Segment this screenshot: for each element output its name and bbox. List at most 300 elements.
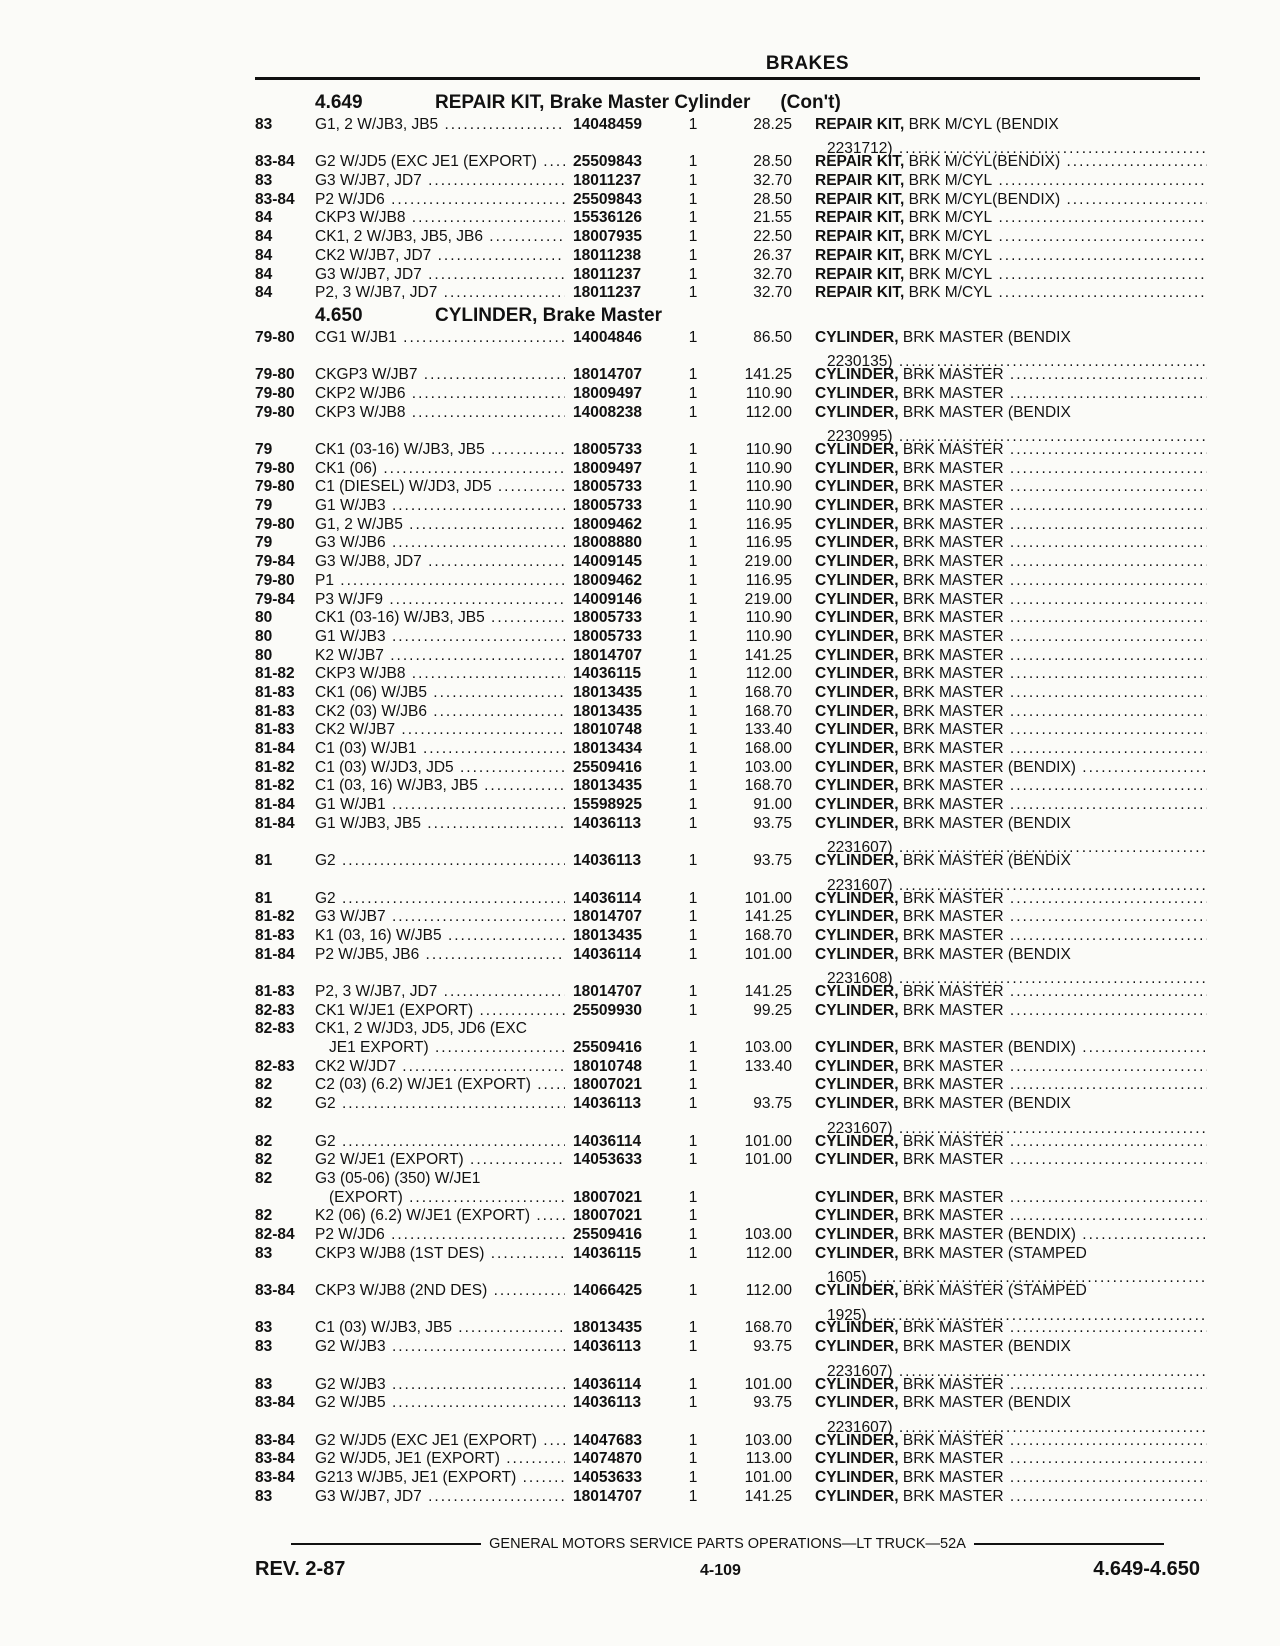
application-desc: P2 W/JD6 ..... [315, 1226, 565, 1250]
part-name: CYLINDER, BRK MASTER (BENDIX) ..... [815, 759, 1207, 783]
quantity: 1 [688, 1095, 698, 1113]
price: 103.00 [744, 1226, 792, 1244]
application-desc: CK1 W/JE1 (EXPORT) ..... [315, 1002, 565, 1026]
part-name: CYLINDER, BRK MASTER ..... [815, 497, 1207, 521]
quantity: 1 [688, 328, 698, 346]
part-row [255, 553, 1200, 572]
model-years: 83-84 [255, 1282, 295, 1300]
part-name: CYLINDER, BRK MASTER ..... [815, 684, 1207, 708]
part-row [255, 665, 1200, 684]
part-row [255, 1058, 1200, 1077]
model-years: 81-82 [255, 758, 295, 776]
part-name: REPAIR KIT, BRK M/CYL ..... [815, 209, 1207, 233]
application-desc: CK1 (03-16) W/JB3, JB5 ..... [315, 441, 565, 465]
price: 32.70 [753, 284, 792, 302]
application-desc: G1 W/JB3, JB5 ..... [315, 815, 565, 839]
part-number: 18007021 [573, 1188, 642, 1206]
part-row [255, 890, 1200, 909]
footer-rule-left [291, 1543, 481, 1545]
part-row [255, 1376, 1200, 1395]
part-row [255, 284, 1200, 303]
quantity: 1 [688, 590, 698, 608]
application-desc: G3 W/JB7, JD7 ..... [315, 172, 565, 196]
quantity: 1 [688, 852, 698, 870]
price: 93.75 [753, 852, 792, 870]
part-name: REPAIR KIT, BRK M/CYL ..... [815, 228, 1207, 252]
quantity: 1 [688, 441, 698, 459]
part-row [255, 441, 1200, 460]
part-row [255, 497, 1200, 516]
application-desc: G2 ..... [315, 890, 565, 914]
application-desc: G1 W/JB1 ..... [315, 796, 565, 820]
quantity: 1 [688, 926, 698, 944]
quantity: 1 [688, 366, 698, 384]
part-number: 18007021 [573, 1076, 642, 1094]
model-years: 79-80 [255, 515, 295, 533]
part-name: CYLINDER, BRK MASTER ..... [815, 460, 1207, 484]
part-name: REPAIR KIT, BRK M/CYL ..... [815, 247, 1207, 271]
part-name: CYLINDER, BRK MASTER ..... [815, 534, 1207, 558]
application-desc: G2 W/JD5, JE1 (EXPORT) ..... [315, 1450, 565, 1474]
application-desc: G2 W/JD5 (EXC JE1 (EXPORT) ..... [315, 153, 565, 177]
part-name: CYLINDER, BRK MASTER ..... [815, 908, 1207, 932]
part-name: CYLINDER, BRK MASTER (BENDIX 2230135) ..... [815, 329, 1207, 378]
part-name: CYLINDER, BRK MASTER ..... [815, 703, 1207, 727]
parts-groups [255, 90, 1200, 1506]
quantity: 1 [688, 284, 698, 302]
part-number: 18013435 [573, 683, 642, 701]
price: 168.70 [744, 926, 792, 944]
model-years: 82 [255, 1076, 273, 1094]
model-years: 81-83 [255, 702, 295, 720]
application-desc: CKP3 W/JB8 ..... [315, 209, 565, 233]
application-desc: P3 W/JF9 ..... [315, 591, 565, 615]
price: 93.75 [753, 1338, 792, 1356]
model-years: 81-83 [255, 721, 295, 739]
model-years: 81-83 [255, 683, 295, 701]
price: 116.95 [745, 534, 792, 552]
price: 103.00 [744, 1431, 792, 1449]
model-years: 82 [255, 1169, 273, 1187]
model-years: 79-80 [255, 384, 295, 402]
model-years: 82-83 [255, 1020, 295, 1038]
part-number: 14036114 [573, 1132, 642, 1150]
application-desc: CKP3 W/JB8 (2ND DES) ..... [315, 1282, 565, 1306]
part-number: 25509416 [573, 1226, 642, 1244]
model-years: 79 [255, 441, 273, 459]
price: 93.75 [753, 814, 792, 832]
application-desc: G3 W/JB7, JD7 ..... [315, 1488, 565, 1512]
part-row [255, 1338, 1200, 1380]
part-row [255, 172, 1200, 191]
application-desc: G2 W/JB3 ..... [315, 1376, 565, 1400]
part-name: CYLINDER, BRK MASTER (STAMPED 1605) ..... [815, 1245, 1207, 1294]
part-name: CYLINDER, BRK MASTER ..... [815, 609, 1207, 633]
part-row [255, 1244, 1200, 1287]
part-number: 18005733 [573, 441, 642, 459]
price: 168.70 [744, 777, 792, 795]
price: 168.70 [744, 702, 792, 720]
part-number: 18005733 [573, 497, 642, 515]
price: 168.70 [744, 683, 792, 701]
application-desc: G2 W/JB5 ..... [315, 1394, 565, 1418]
application-desc: CG1 W/JB1 ..... [315, 329, 565, 353]
application-desc: CK1, 2 W/JB3, JB5, JB6 ..... [315, 228, 565, 252]
price: 28.50 [753, 153, 792, 171]
model-years: 82 [255, 1095, 273, 1113]
quantity: 1 [688, 945, 698, 963]
price: 101.00 [744, 945, 792, 963]
application-desc: C2 (03) (6.2) W/JE1 (EXPORT) ..... [315, 1076, 565, 1100]
part-name: REPAIR KIT, BRK M/CYL ..... [815, 284, 1207, 308]
price: 110.90 [745, 459, 792, 477]
part-row [255, 1282, 1200, 1324]
part-row [255, 366, 1200, 385]
price: 101.00 [744, 889, 792, 907]
model-years: 79 [255, 534, 273, 552]
model-years: 82-84 [255, 1226, 295, 1244]
model-years: 83-84 [255, 1450, 295, 1468]
model-years: 79-80 [255, 459, 295, 477]
model-years: 79-80 [255, 403, 295, 421]
part-row [255, 908, 1200, 927]
part-number: 18007021 [573, 1207, 642, 1225]
group-title: REPAIR KIT, Brake Master Cylinder (Con't) [435, 92, 841, 113]
part-number: 18013435 [573, 702, 642, 720]
part-row [255, 534, 1200, 553]
part-number: 18007935 [573, 228, 642, 246]
model-years: 81-82 [255, 665, 295, 683]
part-row [255, 945, 1200, 988]
application-desc: CK2 W/JD7 ..... [315, 1058, 565, 1082]
part-name: CYLINDER, BRK MASTER ..... [815, 740, 1207, 764]
quantity: 1 [688, 1394, 698, 1412]
price: 32.70 [753, 265, 792, 283]
part-name: CYLINDER, BRK MASTER ..... [815, 591, 1207, 615]
part-row [255, 591, 1200, 610]
application-desc: P2 W/JD6 ..... [315, 191, 565, 215]
price: 110.90 [745, 497, 792, 515]
part-name: CYLINDER, BRK MASTER (BENDIX 2231607) ..... [815, 1095, 1207, 1144]
part-name: CYLINDER, BRK MASTER ..... [815, 366, 1207, 390]
quantity: 1 [688, 1469, 698, 1487]
price: 112.00 [745, 1244, 792, 1262]
part-name: CYLINDER, BRK MASTER ..... [815, 1076, 1207, 1100]
model-years: 82 [255, 1151, 273, 1169]
part-number: 18013434 [573, 740, 642, 758]
part-name: CYLINDER, BRK MASTER ..... [815, 927, 1207, 951]
part-number: 14036115 [573, 1244, 642, 1262]
part-row [255, 153, 1200, 172]
quantity: 1 [688, 646, 698, 664]
part-number: 14036114 [573, 889, 642, 907]
quantity: 1 [688, 1076, 698, 1094]
quantity: 1 [688, 796, 698, 814]
model-years: 83-84 [255, 190, 295, 208]
part-name: CYLINDER, BRK MASTER ..... [815, 1002, 1207, 1026]
model-years: 84 [255, 246, 273, 264]
application-desc: P2 W/JB5, JB6 ..... [315, 946, 565, 970]
quantity: 1 [688, 740, 698, 758]
price: 141.25 [744, 983, 792, 1001]
part-name-cont: 2231607) [827, 1119, 893, 1137]
quantity: 1 [688, 209, 698, 227]
model-years: 83-84 [255, 1394, 295, 1412]
price: 103.00 [744, 758, 792, 776]
price: 101.00 [744, 1469, 792, 1487]
part-number: 18005733 [573, 609, 642, 627]
model-years: 83 [255, 1487, 273, 1505]
application-desc: C1 (03) W/JD3, JD5 ..... [315, 759, 565, 783]
price: 110.90 [745, 441, 792, 459]
part-number: 14009145 [573, 553, 642, 571]
quantity: 1 [688, 515, 698, 533]
model-years: 84 [255, 209, 273, 227]
price: 110.90 [745, 627, 792, 645]
application-desc: CK1 (06) ..... [315, 460, 565, 484]
quantity: 1 [688, 265, 698, 283]
model-years: 81-84 [255, 814, 295, 832]
application-desc: CK2 W/JB7, JD7 ..... [315, 247, 565, 271]
part-number: 14048459 [573, 116, 642, 133]
application-desc: G2 W/JB3 ..... [315, 1338, 565, 1362]
price: 168.70 [744, 1319, 792, 1337]
model-years: 81 [255, 889, 273, 907]
part-row [255, 116, 1200, 158]
group-title: CYLINDER, Brake Master [435, 304, 663, 326]
part-row [255, 209, 1200, 228]
part-name: CYLINDER, BRK MASTER (BENDIX) ..... [815, 1226, 1207, 1250]
price: 91.00 [753, 796, 792, 814]
part-number: 18005733 [573, 627, 642, 645]
part-row [255, 983, 1200, 1002]
part-row [255, 228, 1200, 247]
part-number: 18014707 [573, 908, 642, 926]
part-name: CYLINDER, BRK MASTER ..... [815, 1469, 1207, 1493]
part-number: 14036113 [573, 852, 642, 870]
quantity: 1 [688, 116, 698, 133]
part-name-cont: 2231607) [827, 876, 893, 894]
quantity: 1 [688, 459, 698, 477]
application-desc: G3 W/JB8, JD7 ..... [315, 553, 565, 577]
quantity: 1 [688, 1282, 698, 1300]
part-row [255, 328, 1200, 371]
quantity: 1 [688, 777, 698, 795]
price: 133.40 [744, 721, 792, 739]
part-name: CYLINDER, BRK MASTER ..... [815, 385, 1207, 409]
part-name: CYLINDER, BRK MASTER ..... [815, 1376, 1207, 1400]
application-desc: G3 (05-06) (350) W/JE1 (EXPORT) ..... [315, 1170, 565, 1213]
part-number: 25509416 [573, 1039, 642, 1057]
part-row [255, 191, 1200, 210]
part-number: 18011237 [573, 172, 642, 190]
part-row [255, 1450, 1200, 1469]
part-number: 25509843 [573, 153, 642, 171]
part-row [255, 1394, 1200, 1436]
model-years: 80 [255, 627, 273, 645]
model-years: 81-84 [255, 796, 295, 814]
quantity: 1 [688, 1431, 698, 1449]
part-name: CYLINDER, BRK MASTER ..... [815, 1133, 1207, 1157]
application-desc: CK2 W/JB7 ..... [315, 721, 565, 745]
application-desc: G2 ..... [315, 1133, 565, 1157]
part-number: 14009146 [573, 590, 642, 608]
quantity: 1 [688, 384, 698, 402]
application-desc: G213 W/JB5, JE1 (EXPORT) ..... [315, 1469, 565, 1493]
application-desc: G3 W/JB7 ..... [315, 908, 565, 932]
part-name: CYLINDER, BRK MASTER ..... [815, 1319, 1207, 1343]
part-row [255, 1432, 1200, 1451]
price: 219.00 [744, 553, 792, 571]
part-name: CYLINDER, BRK MASTER ..... [815, 647, 1207, 671]
part-name: CYLINDER, BRK MASTER ..... [815, 478, 1207, 502]
quantity: 1 [688, 721, 698, 739]
part-row [255, 247, 1200, 266]
footer-bottom [255, 1558, 1200, 1584]
part-name: REPAIR KIT, BRK M/CYL(BENDIX) ..... [815, 153, 1207, 177]
price: 219.00 [744, 590, 792, 608]
part-number: 14066425 [573, 1282, 642, 1300]
part-row [255, 647, 1200, 666]
model-years: 84 [255, 265, 273, 283]
part-name-cont: 1925) [827, 1306, 867, 1324]
application-desc: CKP3 W/JB8 ..... [315, 404, 565, 428]
page-number: 4-109 [700, 1562, 741, 1579]
part-row [255, 403, 1200, 446]
part-name: CYLINDER, BRK MASTER ..... [815, 572, 1207, 596]
part-row [255, 1226, 1200, 1245]
quantity: 1 [688, 1151, 698, 1169]
part-name: CYLINDER, BRK MASTER (BENDIX 2231607) ..... [815, 852, 1207, 901]
price: 86.50 [753, 328, 792, 346]
model-years: 79-84 [255, 590, 295, 608]
footer-org-line [255, 1534, 1200, 1554]
part-number: 18014707 [573, 1487, 642, 1505]
footer-org: GENERAL MOTORS SERVICE PARTS OPERATIONS—LT TRUCK—52A [489, 1536, 966, 1552]
part-number: 18010748 [573, 1057, 642, 1075]
part-name-cont: 1605) [827, 1269, 867, 1287]
application-desc: P2, 3 W/JB7, JD7 ..... [315, 284, 565, 308]
model-years: 83 [255, 1375, 273, 1393]
application-desc: G1 W/JB3 ..... [315, 628, 565, 652]
part-name: CYLINDER, BRK MASTER ..... [815, 441, 1207, 465]
part-number: 18013435 [573, 926, 642, 944]
part-name-cont: 2231607) [827, 1362, 893, 1380]
application-desc: K2 W/JB7 ..... [315, 647, 565, 671]
application-desc: CKGP3 W/JB7 ..... [315, 366, 565, 390]
group-heading [255, 303, 1200, 329]
part-row [255, 1095, 1200, 1137]
part-row [255, 759, 1200, 778]
quantity: 1 [688, 1487, 698, 1505]
model-years: 83-84 [255, 1469, 295, 1487]
quantity: 1 [688, 1057, 698, 1075]
model-years: 83 [255, 1319, 273, 1337]
quantity: 1 [688, 1244, 698, 1262]
application-desc: G3 W/JB7, JD7 ..... [315, 266, 565, 290]
price: 110.90 [745, 609, 792, 627]
price: 32.70 [753, 172, 792, 190]
model-years: 84 [255, 284, 273, 302]
part-number: 18011238 [573, 246, 642, 264]
part-number: 18009462 [573, 571, 642, 589]
application-desc: G1, 2 W/JB3, JB5 ..... [315, 116, 565, 140]
price: 112.00 [745, 665, 792, 683]
part-name: CYLINDER, BRK MASTER ..... [815, 1151, 1207, 1175]
price: 101.00 [744, 1151, 792, 1169]
part-number: 18011237 [573, 265, 642, 283]
section-title: BRAKES [765, 53, 850, 74]
part-row [255, 777, 1200, 796]
part-number: 18014707 [573, 646, 642, 664]
model-years: 82 [255, 1132, 273, 1150]
part-name-cont: 2230135) [827, 353, 893, 371]
part-row [255, 740, 1200, 759]
part-row [255, 1488, 1200, 1507]
price: 112.00 [745, 1282, 792, 1300]
part-number: 14008238 [573, 403, 642, 421]
part-number: 14036113 [573, 1095, 642, 1113]
catalog-page [255, 52, 1200, 1506]
quantity: 1 [688, 246, 698, 264]
part-number: 14053633 [573, 1151, 642, 1169]
part-name: CYLINDER, BRK MASTER ..... [815, 1207, 1207, 1231]
part-number: 18009497 [573, 384, 642, 402]
section-range: 4.649-4.650 [1093, 1558, 1200, 1580]
application-desc: G1, 2 W/JB5 ..... [315, 516, 565, 540]
application-desc: P2, 3 W/JB7, JD7 ..... [315, 983, 565, 1007]
quantity: 1 [688, 497, 698, 515]
quantity: 1 [688, 1319, 698, 1337]
model-years: 81-83 [255, 983, 295, 1001]
part-number: 14053633 [573, 1469, 642, 1487]
quantity: 1 [688, 983, 698, 1001]
model-years: 79 [255, 497, 273, 515]
application-desc: CK1, 2 W/JD3, JD5, JD6 (EXC JE1 EXPORT) ..... [315, 1020, 565, 1063]
part-name: REPAIR KIT, BRK M/CYL (BENDIX 2231712) ..... [815, 116, 1207, 165]
footer-rule-right [974, 1543, 1164, 1545]
part-row [255, 1133, 1200, 1152]
part-name-cont: 2231608) [827, 970, 893, 988]
application-desc: CKP3 W/JB8 (1ST DES) ..... [315, 1245, 565, 1269]
part-row [255, 385, 1200, 404]
part-name: CYLINDER, BRK MASTER ..... [815, 628, 1207, 652]
application-desc: G2 ..... [315, 1095, 565, 1119]
quantity: 1 [688, 1226, 698, 1244]
part-name: CYLINDER, BRK MASTER ..... [815, 1432, 1207, 1456]
part-number: 15598925 [573, 796, 642, 814]
part-name: REPAIR KIT, BRK M/CYL ..... [815, 266, 1207, 290]
application-desc: K1 (03, 16) W/JB5 ..... [315, 927, 565, 951]
quantity: 1 [688, 889, 698, 907]
quantity: 1 [688, 683, 698, 701]
price: 101.00 [744, 1375, 792, 1393]
part-name: CYLINDER, BRK MASTER (STAMPED 1925) ..... [815, 1282, 1207, 1331]
model-years: 81-82 [255, 777, 295, 795]
part-name-cont: 2231607) [827, 839, 893, 857]
part-name: CYLINDER, BRK MASTER (BENDIX 2231608) ..... [815, 946, 1207, 995]
price: 93.75 [753, 1394, 792, 1412]
part-name: CYLINDER, BRK MASTER ..... [815, 516, 1207, 540]
quantity: 1 [688, 908, 698, 926]
part-number: 14047683 [573, 1431, 642, 1449]
quantity: 1 [688, 702, 698, 720]
part-name: CYLINDER, BRK MASTER ..... [815, 553, 1207, 577]
revision-label: REV. 2-87 [255, 1558, 346, 1580]
part-row [255, 1469, 1200, 1488]
part-name: CYLINDER, BRK MASTER ..... [815, 665, 1207, 689]
price: 141.25 [744, 646, 792, 664]
